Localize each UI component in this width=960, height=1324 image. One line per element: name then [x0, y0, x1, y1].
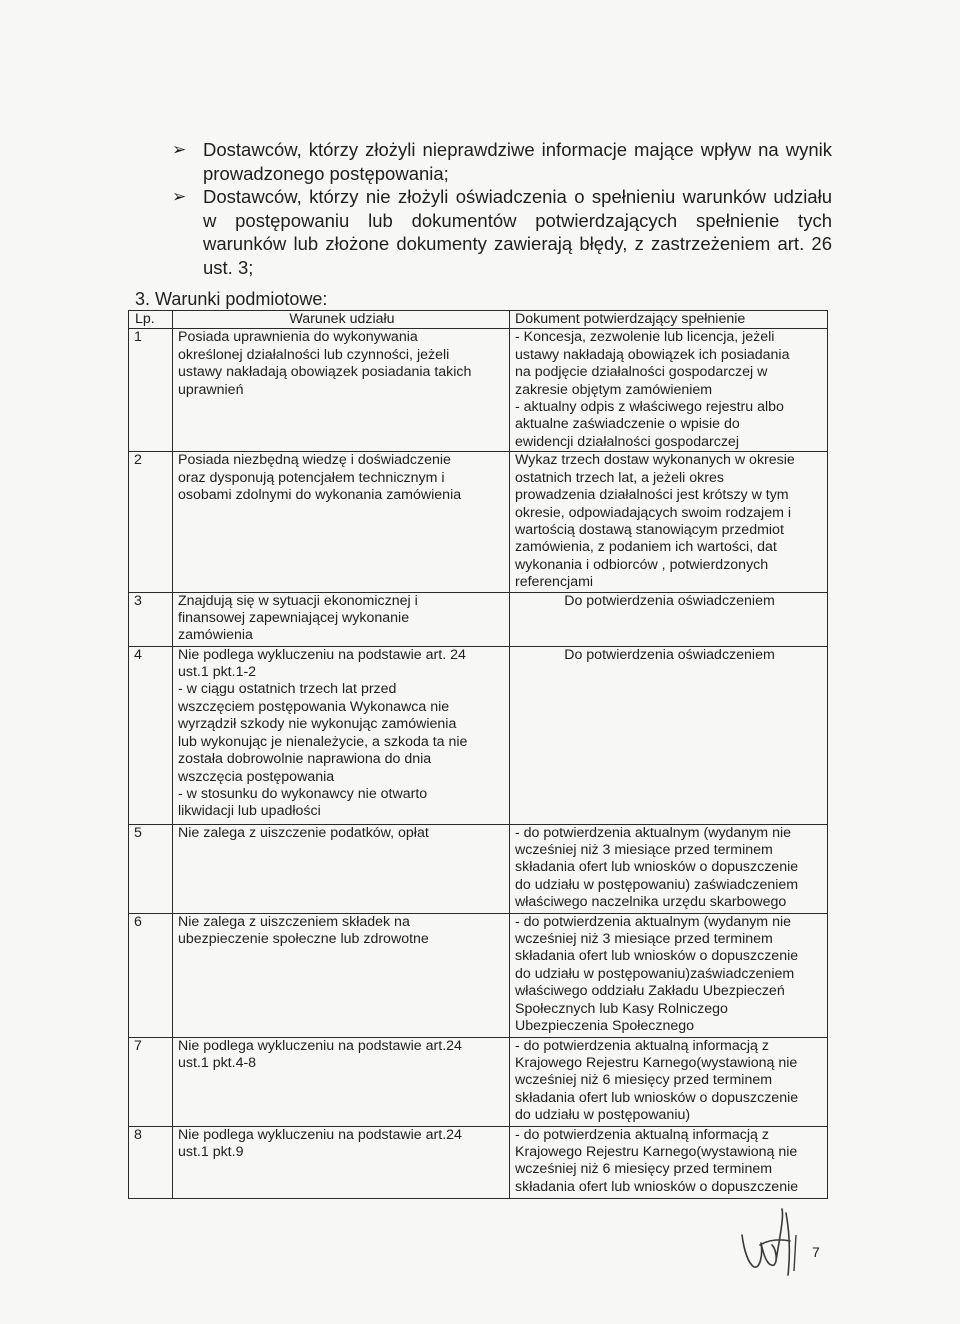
section-heading: 3. Warunki podmiotowe:	[135, 289, 328, 309]
header-lp: Lp.	[129, 311, 173, 329]
table-row	[129, 329, 828, 452]
document-cell: - do potwierdzenia aktualną informacją z Krajowego Rejestru Karnego(wystawioną nie wcześniej niż 6 miesięcy przed terminem składania ofert lub wniosków o dopuszczenie do udziału w postępowaniu)	[510, 1037, 828, 1126]
row-number: 7	[129, 1037, 173, 1126]
row-number: 3	[129, 592, 173, 646]
condition-cell: Nie podlega wykluczeniu na podstawie art.24 ust.1 pkt.4-8	[173, 1037, 510, 1126]
condition-cell: Nie podlega wykluczeniu na podstawie art. 24 ust.1 pkt.1-2 - w ciągu ostatnich trzech lat przed wszczęciem postępowania Wykonawca nie wyrządził szkody nie wykonując zamówienia lub wykonując je nienależycie, a szkoda ta nie została dobrowolnie naprawiona do dnia wszczęcia postępowania - w stosunku do wykonawcy nie otwarto likwidacji lub upadłości	[173, 646, 510, 824]
row-number: 5	[129, 824, 173, 913]
table-row	[129, 646, 828, 824]
document-cell: - Koncesja, zezwolenie lub licencja, jeżeli ustawy nakładają obowiązek ich posiadania na podjęcie działalności gospodarczej w zakresie objętym zamówieniem - aktualny odpis z właściwego rejestru albo aktualne zaświadczenie o wpisie do ewidencji działalności gospodarczej	[510, 329, 828, 452]
arrowhead-bullet-icon: ➢	[172, 140, 187, 159]
arrowhead-bullet-icon: ➢	[172, 187, 187, 206]
table-row	[129, 913, 828, 1037]
bullet-item	[172, 185, 832, 279]
handwritten-signature-icon	[730, 1205, 810, 1280]
condition-cell: Posiada niezbędną wiedzę i doświadczenie oraz dysponują potencjałem technicznym i osobami zdolnymi do wykonania zamówienia	[173, 452, 510, 592]
document-cell: - do potwierdzenia aktualnym (wydanym nie wcześniej niż 3 miesiące przed terminem składania ofert lub wniosków o dopuszczenie do udziału w postępowaniu)zaświadczeniem właściwego oddziału Zakładu Ubezpieczeń Społecznych lub Kasy Rolniczego Ubezpieczenia Społecznego	[510, 913, 828, 1037]
bullet-item	[172, 138, 832, 185]
table-row	[129, 1126, 828, 1198]
row-number: 8	[129, 1126, 173, 1198]
document-cell: Wykaz trzech dostaw wykonanych w okresie ostatnich trzech lat, a jeżeli okres prowadzenia działalności jest krótszy w tym okresie, odpowiadających swoim rodzajem i wartością dostawą stanowiącym przedmiot zamówienia, z podaniem ich wartości, dat wykonania i odbiorców , potwierdzonych referencjami	[510, 452, 828, 592]
table-row	[129, 824, 828, 913]
table-row	[129, 452, 828, 592]
row-number: 6	[129, 913, 173, 1037]
table-header-row	[129, 311, 828, 329]
conditions-table	[128, 310, 828, 1199]
condition-cell: Nie zalega z uiszczeniem składek na ubezpieczenie społeczne lub zdrowotne	[173, 913, 510, 1037]
header-condition: Warunek udziału	[173, 311, 510, 329]
condition-cell: Znajdują się w sytuacji ekonomicznej i finansowej zapewniającej wykonanie zamówienia	[173, 592, 510, 646]
row-number: 2	[129, 452, 173, 592]
condition-cell: Nie zalega z uiszczenie podatków, opłat	[173, 824, 510, 913]
bullet-text: Dostawców, którzy złożyli nieprawdziwe informacje mające wpływ na wynik prowadzonego postępowania;	[203, 139, 832, 184]
exclusion-bullet-list	[172, 138, 832, 279]
document-cell: - do potwierdzenia aktualną informacją z Krajowego Rejestru Karnego(wystawioną nie wcześniej niż 6 miesięcy przed terminem składania ofert lub wniosków o dopuszczenie	[510, 1126, 828, 1198]
header-document: Dokument potwierdzający spełnienie	[510, 311, 828, 329]
table-row	[129, 1037, 828, 1126]
bullet-text: Dostawców, którzy nie złożyli oświadczenia o spełnieniu warunków udziału w postępowaniu lub dokumentów potwierdzających spełnienie tych warunków lub złożone dokumenty zawierają błędy, z zastrzeżeniem art. 26 ust. 3;	[203, 186, 832, 278]
document-cell: Do potwierdzenia oświadczeniem	[510, 592, 828, 646]
row-number: 1	[129, 329, 173, 452]
table-row	[129, 592, 828, 646]
page-number: 7	[812, 1244, 820, 1260]
document-cell: Do potwierdzenia oświadczeniem	[510, 646, 828, 824]
condition-cell: Posiada uprawnienia do wykonywania określonej działalności lub czynności, jeżeli ustawy nakładają obowiązek posiadania takich uprawnień	[173, 329, 510, 452]
row-number: 4	[129, 646, 173, 824]
document-cell: - do potwierdzenia aktualnym (wydanym nie wcześniej niż 3 miesiące przed terminem składania ofert lub wniosków o dopuszczenie do udziału w postępowaniu) zaświadczeniem właściwego naczelnika urzędu skarbowego	[510, 824, 828, 913]
condition-cell: Nie podlega wykluczeniu na podstawie art.24 ust.1 pkt.9	[173, 1126, 510, 1198]
